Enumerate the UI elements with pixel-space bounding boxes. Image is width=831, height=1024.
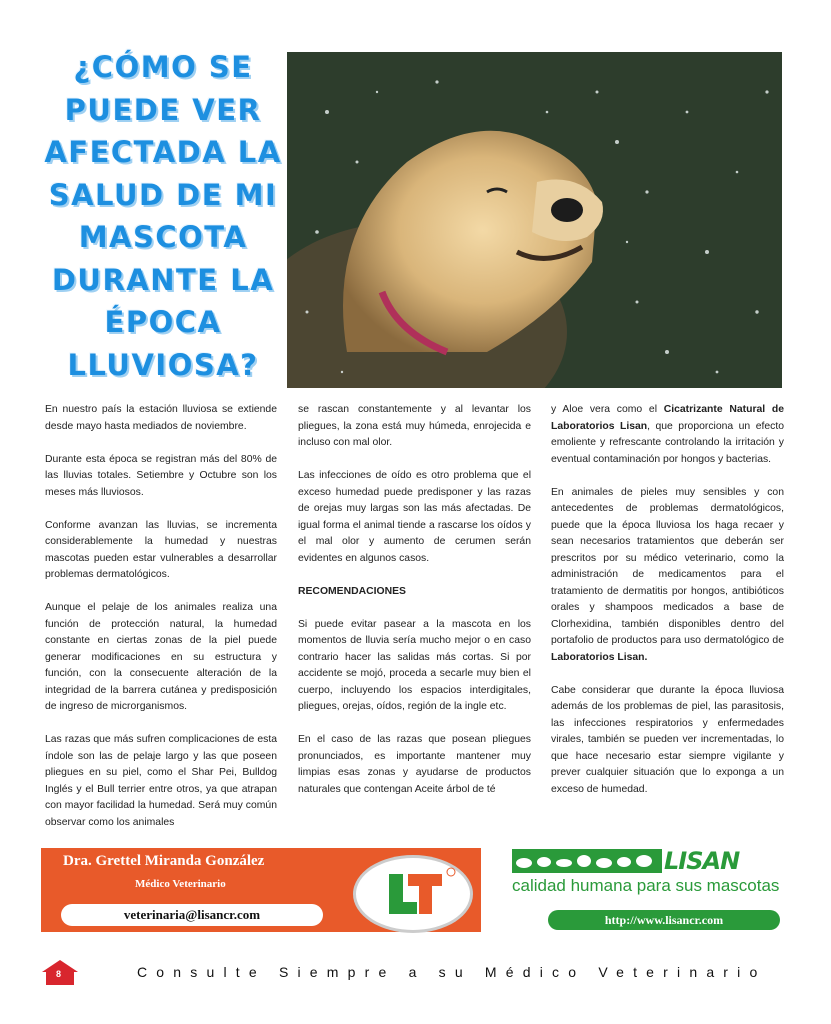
paragraph: Durante esta época se registran más del 80% de las lluvias totales. Setiembre y Octubre son los meses más lluviosos.: [45, 453, 277, 498]
paragraph: se rascan constantemente y al levantar los pliegues, la zona está muy húmeda, enrojecida e incluso con mal olor.: [298, 404, 531, 448]
title-line: LLUVIOSA?: [67, 347, 259, 382]
paragraph: [551, 402, 784, 468]
title-line: DURANTE LA: [51, 262, 275, 297]
title-line: ¿CÓMO SE: [73, 50, 253, 84]
title-line: ÉPOCA: [104, 305, 222, 339]
title-line: SALUD DE MI: [48, 177, 278, 212]
paragraph: En el caso de las razas que posean pliegues pronunciados, es importante mantener muy limpias esas zonas y ayudarse de productos naturales que contengan Aceite árbol de té: [298, 734, 531, 795]
website-link[interactable]: http://www.lisancr.com: [548, 910, 780, 930]
section-heading: RECOMENDACIONES: [298, 585, 406, 597]
product-name: Cicatrizante Natural de Laboratorios Lisan: [551, 404, 784, 432]
paragraph: [551, 485, 784, 667]
page-number: 8: [56, 969, 62, 979]
column-3: [551, 402, 784, 815]
company-name: Laboratorios Lisan.: [551, 651, 648, 663]
author-email-link[interactable]: veterinaria@lisancr.com: [61, 904, 323, 926]
brand-name: LISAN: [664, 847, 740, 875]
title-line: PUEDE VER: [64, 92, 262, 127]
animal-silhouettes-icon: [512, 849, 662, 873]
text-run: , que proporciona un efecto emoliente y refrescante controlando la irritación y eventual contaminación por hongos y bacterias.: [551, 420, 784, 465]
paragraph: Si puede evitar pasear a la mascota en los momentos de lluvia sería mucho mejor o en caso contrario hacer las salidas más cortas. Si por accidente se mojó, proceda a secarle muy bien el cuerpo, incluyendo los espacios interdigitales, pliegues, orejas, oídos, región de la ingle etc.: [298, 618, 531, 712]
column-2: [298, 402, 531, 815]
article-title: [44, 46, 282, 386]
title-line: MASCOTA: [78, 220, 248, 254]
lisan-brand: [512, 848, 782, 896]
paragraph: Las infecciones de oído es otro problema que el exceso humedad puede predisponer y las razas de orejas muy largas son las más afectadas. De igual forma el animal tiende a rascarse los oídos y el mal olor y aumento de cerumen serán evidentes en algunos casos.: [298, 470, 531, 564]
lt-logo: [356, 858, 470, 930]
column-1: [45, 402, 277, 848]
brand-tagline: calidad humana para sus mascotas: [512, 876, 780, 895]
paragraph: Conforme avanzan las lluvias, se incrementa considerablemente la humedad y nuestras mascotas pueden estar vulnerables a desarrollar problemas dermatológicos.: [45, 519, 277, 580]
consult-line: Consulte Siempre a su Médico Veterinario: [137, 964, 767, 980]
paragraph: Aunque el pelaje de los animales realiza una función de protección natural, la humedad constante en ciertas zonas de la piel puede generar modificaciones en su estructura y función, con la consecuente alteración de la integridad de la barrera cutánea y predisposición de ingreso de microrganismos.: [45, 602, 277, 712]
text-run: y Aloe vera como el: [551, 404, 664, 415]
paragraph: En nuestro país la estación lluviosa se extiende desde mayo hasta mediados de noviembre.: [45, 404, 277, 432]
text-run: En animales de pieles muy sensibles y con antecedentes de problemas dermatológicos, puede que la época lluviosa los haga recaer y sean necesarios tratamientos que deberán ser prescritos por su médico veterinario, como la administración de medicamentos para el tratamiento de dermatitis por hongos, antibióticos orales y shampoos medicados a base de Clorhexidina, también disponibles dentro del portafolio de productos para uso dermatológico de: [551, 486, 784, 646]
wet-dog-photo: [287, 52, 782, 388]
author-role: Médico Veterinario: [135, 878, 226, 890]
author-name: Dra. Grettel Miranda González: [63, 853, 265, 869]
title-line: AFECTADA LA: [44, 135, 282, 169]
paragraph: Cabe considerar que durante la época lluviosa además de los problemas de piel, las parasitosis, las infecciones respiratorios y enfermedades virales, también se pueden ver incrementadas, lo que hace necesario estar siempre vigilante y prever cualquier situación que lo exponga a un exceso de humedad.: [551, 684, 784, 795]
paragraph: Las razas que más sufren complicaciones de esta índole son las de pelaje largo y las que poseen pliegues en su piel, como el Shar Pei, Bulldog Inglés y el Bull terrier entre otros, ya que atrapan con mayor facilidad la humedad. Será muy común observar como los animales: [45, 734, 277, 828]
